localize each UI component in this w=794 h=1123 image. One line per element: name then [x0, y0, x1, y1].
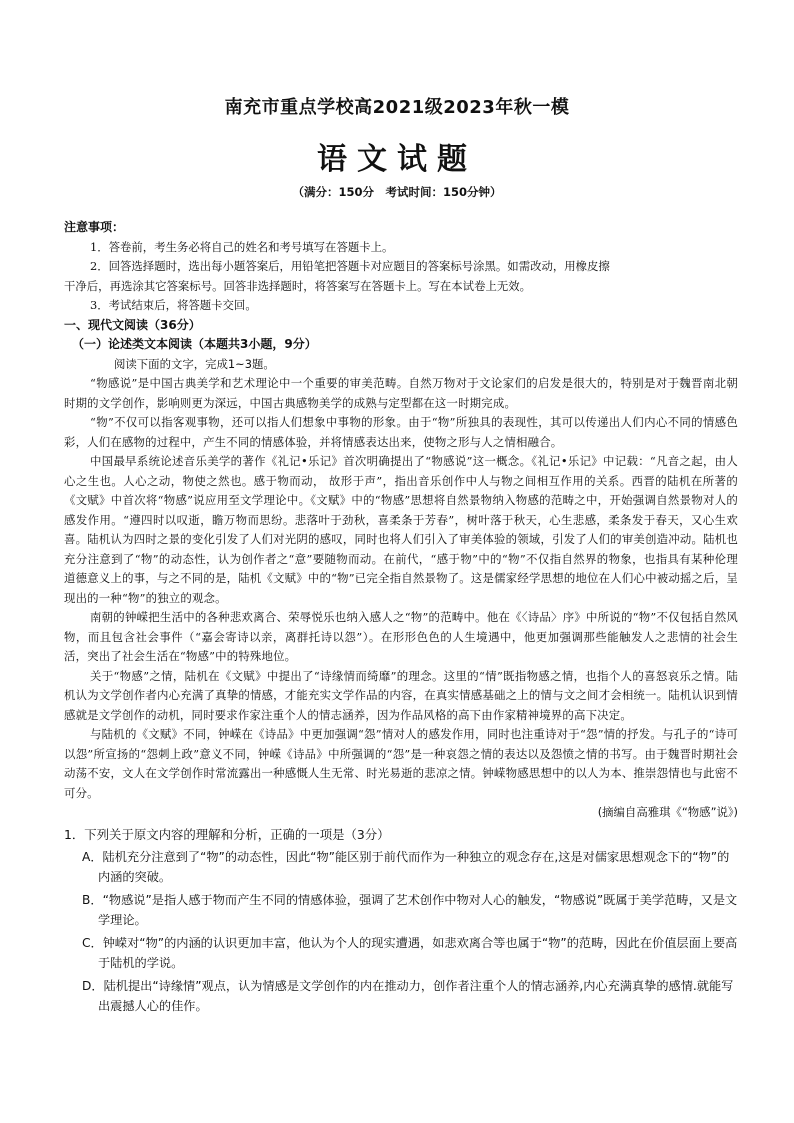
passage-paragraph-2: “物”不仅可以指客观事物，还可以指人们想象中事物的形象。由于“物”所独具的表现性，其可以传递出人们内心不同的情感色彩，人们在感物的过程中，产生不同的情感体验，并将情感表达出来，使物之形与人之情相融合。 [64, 415, 738, 449]
passage-paragraph-1: “物感说”是中国古典美学和艺术理论中一个重要的审美范畴。自然万物对于文论家们的启发是很大的，特别是对于魏晋南北朝时期的文学创作，影响则更为深远，中国古典感物美学的成熟与定型都在这一时期完成。 [64, 376, 738, 410]
passage-paragraph-3: 中国最早系统论述音乐美学的著作《礼记•乐记》首次明确提出了“物感说”这一概念。《礼记•乐记》中记载：“凡音之起，由人心之生也。人心之动，物使之然也。感于物而动， 故形于声”，指出音乐创作中人与物之间相互作用的关系。西晋的陆机在所著的《文赋》中首次将“物感”说应用至文学理论中。《文赋》中的“物感”思想将自然景物纳入物感的范畴之中，开始强调自然景物对人的感发作用。“遵四时以叹逝，瞻万物而思纷。悲落叶于劲秋，喜柔条于芳春”，树叶落于秋天，心生悲感，柔条发于春天，又心生欢喜。陆机认为四时之景的变化引发了人们对光阴的感叹，同时也将人们引入了审美体验的领域，引发了人们的审美创造冲动。陆机也充分注意到了“物”的动态性，认为创作者之“意”要随物而动。在前代，“感于物”中的“物”不仅指自然界的物象，也指具有某种伦理道德意义上的事，与之不同的是，陆机《文赋》中的“物”已完全指自然景物了。这是儒家经学思想的地位在人们心中被动摇之后，呈现出的一种“物”的独立的观念。 [64, 454, 738, 605]
option-letter: B． [82, 893, 103, 907]
section-heading: 一、现代文阅读（36分） [64, 317, 201, 332]
notes-heading: 注意事项： [64, 220, 125, 234]
note-item-3: 3．考试结束后，将答题卡交回。 [90, 298, 257, 312]
reading-instruction: 阅读下面的文字，完成1~3题。 [114, 356, 275, 371]
exam-content [64, 218, 738, 1016]
question-1-option-b [64, 890, 738, 930]
option-letter: A． [82, 850, 103, 864]
question-1-option-a [64, 847, 738, 887]
note-item-2: 2．回答选择题时，选出每小题答案后，用铅笔把答题卡对应题目的答案标号涂黑。如需改动，用橡皮擦 [90, 259, 610, 273]
exam-score-time: （满分：150分 考试时间：150分钟） [292, 185, 502, 199]
option-letter: D． [82, 979, 104, 993]
passage-paragraph-6: 与陆机的《文赋》不同，钟嵘在《诗品》中更加强调“怨”情对人的感发作用，同时也注重诗对于“怨”情的抒发。与孔子的“诗可以怨”所宣扬的“怨刺上政”意义不同，钟嵘《诗品》中所强调的“怨”是一种哀怨之情的表达以及怨愤之情的书写。由于魏晋时期社会动荡不安，文人在文学创作时常流露出一种感慨人生无常、时光易逝的悲凉之情。钟嵘物感思想中的以人为本、推崇怨情也与此密不可分。 [64, 727, 738, 800]
option-letter: C． [82, 936, 103, 950]
exam-subject-title: 语文试题 [317, 142, 477, 177]
passage-paragraph-4: 南朝的钟嵘把生活中的各种悲欢离合、荣辱悦乐也纳入感人之“物”的范畴中。他在《〈诗品〉序》中所说的“物”不仅包括自然风物，而且包含社会事件（“嘉会寄诗以亲，离群托诗以怨”）。在形形色色的人生境遇中，他更加强调那些能触发人之悲情的社会生活，突出了社会生活在“物感”中的特殊地位。 [64, 610, 738, 663]
option-text: 陆机充分注意到了“物”的动态性，因此“物”能区别于前代而作为一种独立的观念存在,这是对儒家思想观念下的“物”的内涵的突破。 [98, 850, 730, 884]
note-item-2-continued: 干净后，再选涂其它答案标号。回答非选择题时，将答案写在答题卡上。写在本试卷上无效。 [64, 278, 532, 293]
subsection-heading: （一）论述类文本阅读（本题共3小题，9分） [72, 337, 317, 351]
passage-paragraph-5: 关于“物感”之情，陆机在《文赋》中提出了“诗缘情而绮靡”的理念。这里的“情”既指物感之情，也指个人的喜怒哀乐之情。陆机认为文学创作者内心充满了真挚的情感，才能充实文学作品的内容，在真实情感基础之上的情与文之间才会相统一。陆机认识到情感就是文学创作的动机，同时要求作家注重个人的情志涵养，因为作品风格的高下由作家精神境界的高下决定。 [64, 668, 738, 722]
question-1-option-c [64, 933, 738, 973]
note-item-1: 1．答卷前，考生务必将自己的姓名和考号填写在答题卡上。 [90, 239, 394, 254]
question-1-stem: 1．下列关于原文内容的理解和分析，正确的一项是（3分） [64, 826, 390, 842]
exam-school-title: 南充市重点学校高2021级2023年秋一模 [224, 97, 570, 118]
question-1-option-d [64, 976, 738, 1016]
option-text: 钟嵘对“物”的内涵的认识更加丰富，他认为个人的现实遭遇，如悲欢离合等也属于“物”的范畴，因此在价值层面上要高于陆机的学说。 [98, 936, 738, 970]
passage-source: (摘编自高雅琪《“物感”说》) [597, 805, 738, 819]
option-text: 陆机提出“诗缘情”观点，认为情感是文学创作的内在推动力，创作者注重个人的情志涵养,内心充满真挚的感情.就能写出震撼人心的佳作。 [98, 979, 734, 1013]
option-text: “物感说”是指人感于物而产生不同的情感体验，强调了艺术创作中物对人心的触发，“物感说”既属于美学范畴，又是文学理论。 [98, 893, 738, 927]
